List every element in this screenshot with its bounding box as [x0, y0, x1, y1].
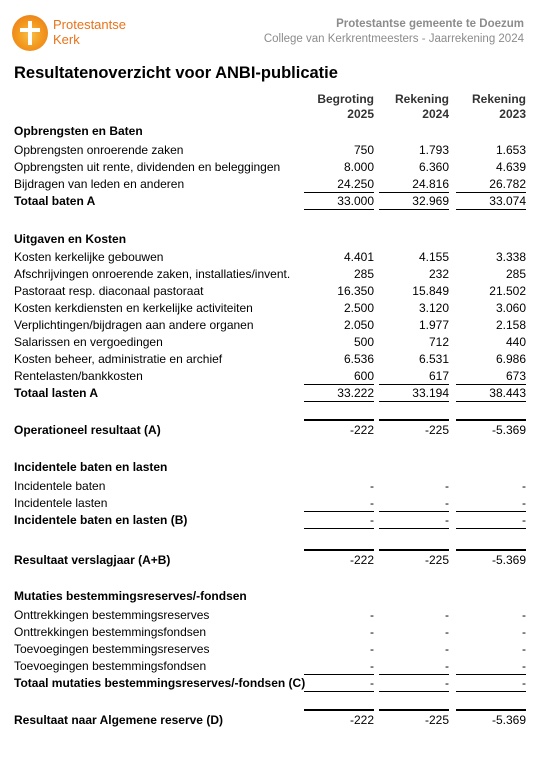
row-label: Incidentele baten en lasten (B) [14, 513, 188, 527]
row-value: 4.401 [343, 250, 374, 264]
section-heading [14, 459, 526, 475]
table-row [14, 266, 526, 282]
row-value: 440 [505, 335, 526, 349]
row-value: - [370, 479, 374, 493]
page-title: Resultatenoverzicht voor ANBI-publicatie [14, 64, 338, 82]
row-value: -222 [349, 553, 374, 567]
row-value: 1.653 [495, 143, 526, 157]
table-row [14, 142, 526, 158]
total-rule [379, 192, 449, 193]
section-heading [14, 231, 526, 247]
row-value: - [370, 625, 374, 639]
row-label: Incidentele baten [14, 479, 106, 493]
row-value: - [445, 676, 449, 690]
table-row [14, 300, 526, 316]
row-label: Onttrekkingen bestemmingsfondsen [14, 625, 207, 639]
row-value: -5.369 [491, 713, 526, 727]
row-label: Totaal baten A [14, 194, 96, 208]
row-value: 6.531 [418, 352, 449, 366]
table-row [14, 351, 526, 367]
row-label: Opbrengsten onroerende zaken [14, 143, 184, 157]
total-rule [456, 192, 526, 193]
row-label: Incidentele lasten [14, 496, 108, 510]
row-value: 2.050 [343, 318, 374, 332]
section-heading [14, 588, 526, 604]
row-value: 16.350 [337, 284, 374, 298]
total-underline [379, 528, 449, 529]
row-value: 15.849 [412, 284, 449, 298]
row-value: 26.782 [489, 177, 526, 191]
row-value: 500 [353, 335, 374, 349]
row-label: Toevoegingen bestemmingsfondsen [14, 659, 207, 673]
row-label: Opbrengsten en Baten [14, 124, 143, 138]
row-value: 33.000 [337, 194, 374, 208]
result-row [14, 422, 526, 438]
column-header-begroting-2025: Begroting 2025 [317, 92, 374, 121]
row-value: - [522, 659, 526, 673]
row-value: 750 [353, 143, 374, 157]
brand-line-2: Kerk [53, 32, 80, 47]
table-row [14, 495, 526, 511]
total-rule [379, 511, 449, 512]
document-header [264, 17, 524, 47]
row-value: - [522, 642, 526, 656]
row-value: 33.222 [337, 386, 374, 400]
table-row [14, 334, 526, 350]
row-value: -225 [424, 423, 449, 437]
total-underline [304, 528, 374, 529]
table-row [14, 368, 526, 384]
row-value: 600 [353, 369, 374, 383]
total-rule [304, 384, 374, 385]
total-rule [379, 549, 449, 551]
row-value: - [445, 513, 449, 527]
row-value: - [445, 608, 449, 622]
row-label: Uitgaven en Kosten [14, 232, 127, 246]
table-row [14, 283, 526, 299]
row-value: - [445, 659, 449, 673]
row-value: 4.155 [418, 250, 449, 264]
table-row [14, 317, 526, 333]
row-label: Verplichtingen/bijdragen aan andere organen [14, 318, 254, 332]
row-value: 6.536 [343, 352, 374, 366]
total-rule [304, 709, 374, 711]
table-row [14, 641, 526, 657]
row-value: - [522, 479, 526, 493]
organization-name: Protestantse gemeente te Doezum [336, 18, 524, 30]
column-header-rekening-2023: Rekening 2023 [471, 92, 526, 121]
total-rule [379, 674, 449, 675]
row-value: 673 [505, 369, 526, 383]
row-label: Salarissen en vergoedingen [14, 335, 163, 349]
cross-icon [28, 21, 32, 45]
total-rule [456, 549, 526, 551]
row-label: Kosten kerkelijke gebouwen [14, 250, 164, 264]
row-label: Pastoraat resp. diaconaal pastoraat [14, 284, 204, 298]
row-value: 38.443 [489, 386, 526, 400]
total-rule [456, 709, 526, 711]
table-row [14, 607, 526, 623]
row-value: 32.969 [412, 194, 449, 208]
table-row [14, 249, 526, 265]
row-value: 617 [428, 369, 449, 383]
row-value: - [522, 608, 526, 622]
row-value: - [370, 642, 374, 656]
row-value: - [445, 479, 449, 493]
row-value: 3.338 [495, 250, 526, 264]
row-label: Kosten beheer, administratie en archief [14, 352, 223, 366]
row-value: 2.500 [343, 301, 374, 315]
row-value: 3.060 [495, 301, 526, 315]
total-underline [379, 401, 449, 402]
total-rule [456, 511, 526, 512]
result-row [14, 552, 526, 568]
total-rule [379, 709, 449, 711]
total-underline [304, 401, 374, 402]
row-value: - [370, 496, 374, 510]
total-underline [456, 401, 526, 402]
total-rule [304, 192, 374, 193]
row-value: - [522, 625, 526, 639]
row-value: - [522, 513, 526, 527]
row-value: 6.986 [495, 352, 526, 366]
row-value: 21.502 [489, 284, 526, 298]
row-label: Mutaties bestemmingsreserves/-fondsen [14, 589, 247, 603]
total-underline [304, 691, 374, 692]
row-value: -222 [349, 423, 374, 437]
total-rule [379, 384, 449, 385]
brand-name [53, 17, 126, 47]
total-rule [304, 419, 374, 421]
row-label: Totaal lasten A [14, 386, 99, 400]
row-value: 3.120 [418, 301, 449, 315]
row-value: 33.194 [412, 386, 449, 400]
table-row [14, 159, 526, 175]
table-row [14, 658, 526, 674]
table-row [14, 624, 526, 640]
total-underline [379, 209, 449, 210]
brand-line-1: Protestantse [53, 17, 126, 32]
result-row [14, 712, 526, 728]
document-subtitle: College van Kerkrentmeesters - Jaarrekening 2024 [263, 33, 524, 45]
total-row [14, 193, 526, 209]
row-value: - [370, 513, 374, 527]
row-label: Resultaat verslagjaar (A+B) [14, 553, 171, 567]
row-value: 33.074 [489, 194, 526, 208]
row-value: - [522, 676, 526, 690]
total-rule [304, 674, 374, 675]
row-value: 8.000 [343, 160, 374, 174]
total-rule [456, 674, 526, 675]
row-value: 1.977 [418, 318, 449, 332]
row-label: Rentelasten/bankkosten [14, 369, 143, 383]
row-label: Toevoegingen bestemmingsreserves [14, 642, 210, 656]
row-value: 24.816 [412, 177, 449, 191]
row-value: - [445, 642, 449, 656]
row-value: - [370, 676, 374, 690]
total-row [14, 385, 526, 401]
row-value: -225 [424, 553, 449, 567]
row-value: 2.158 [495, 318, 526, 332]
total-underline [456, 691, 526, 692]
row-value: 285 [505, 267, 526, 281]
row-value: 24.250 [337, 177, 374, 191]
row-value: -5.369 [491, 423, 526, 437]
total-rule [304, 511, 374, 512]
row-label: Resultaat naar Algemene reserve (D) [14, 713, 223, 727]
row-label: Bijdragen van leden en anderen [14, 177, 185, 191]
total-rule [304, 549, 374, 551]
row-value: 1.793 [418, 143, 449, 157]
total-row [14, 675, 526, 691]
row-value: 285 [353, 267, 374, 281]
row-value: - [370, 659, 374, 673]
total-underline [456, 209, 526, 210]
row-label: Totaal mutaties bestemmingsreserves/-fondsen (C) [14, 676, 306, 690]
row-label: Kosten kerkdiensten en kerkelijke activiteiten [14, 301, 253, 315]
row-label: Onttrekkingen bestemmingsreserves [14, 608, 210, 622]
row-value: 232 [428, 267, 449, 281]
row-value: - [522, 496, 526, 510]
table-row [14, 176, 526, 192]
row-value: - [445, 496, 449, 510]
total-underline [379, 691, 449, 692]
total-underline [456, 528, 526, 529]
row-value: -222 [349, 713, 374, 727]
row-value: 712 [428, 335, 449, 349]
total-rule [456, 419, 526, 421]
row-value: 6.360 [418, 160, 449, 174]
row-label: Afschrijvingen onroerende zaken, installaties/invent. [14, 267, 291, 281]
row-label: Operationeel resultaat (A) [14, 423, 161, 437]
row-value: -5.369 [491, 553, 526, 567]
total-row [14, 512, 526, 528]
total-rule [456, 384, 526, 385]
column-header-rekening-2024: Rekening 2024 [394, 92, 449, 121]
protestantse-kerk-logo [12, 15, 48, 51]
row-value: - [370, 608, 374, 622]
total-rule [379, 419, 449, 421]
row-value: 4.639 [495, 160, 526, 174]
table-row [14, 478, 526, 494]
row-value: -225 [424, 713, 449, 727]
row-label: Incidentele baten en lasten [14, 460, 168, 474]
row-label: Opbrengsten uit rente, dividenden en beleggingen [14, 160, 281, 174]
row-value: - [445, 625, 449, 639]
total-underline [304, 209, 374, 210]
section-heading [14, 123, 526, 139]
